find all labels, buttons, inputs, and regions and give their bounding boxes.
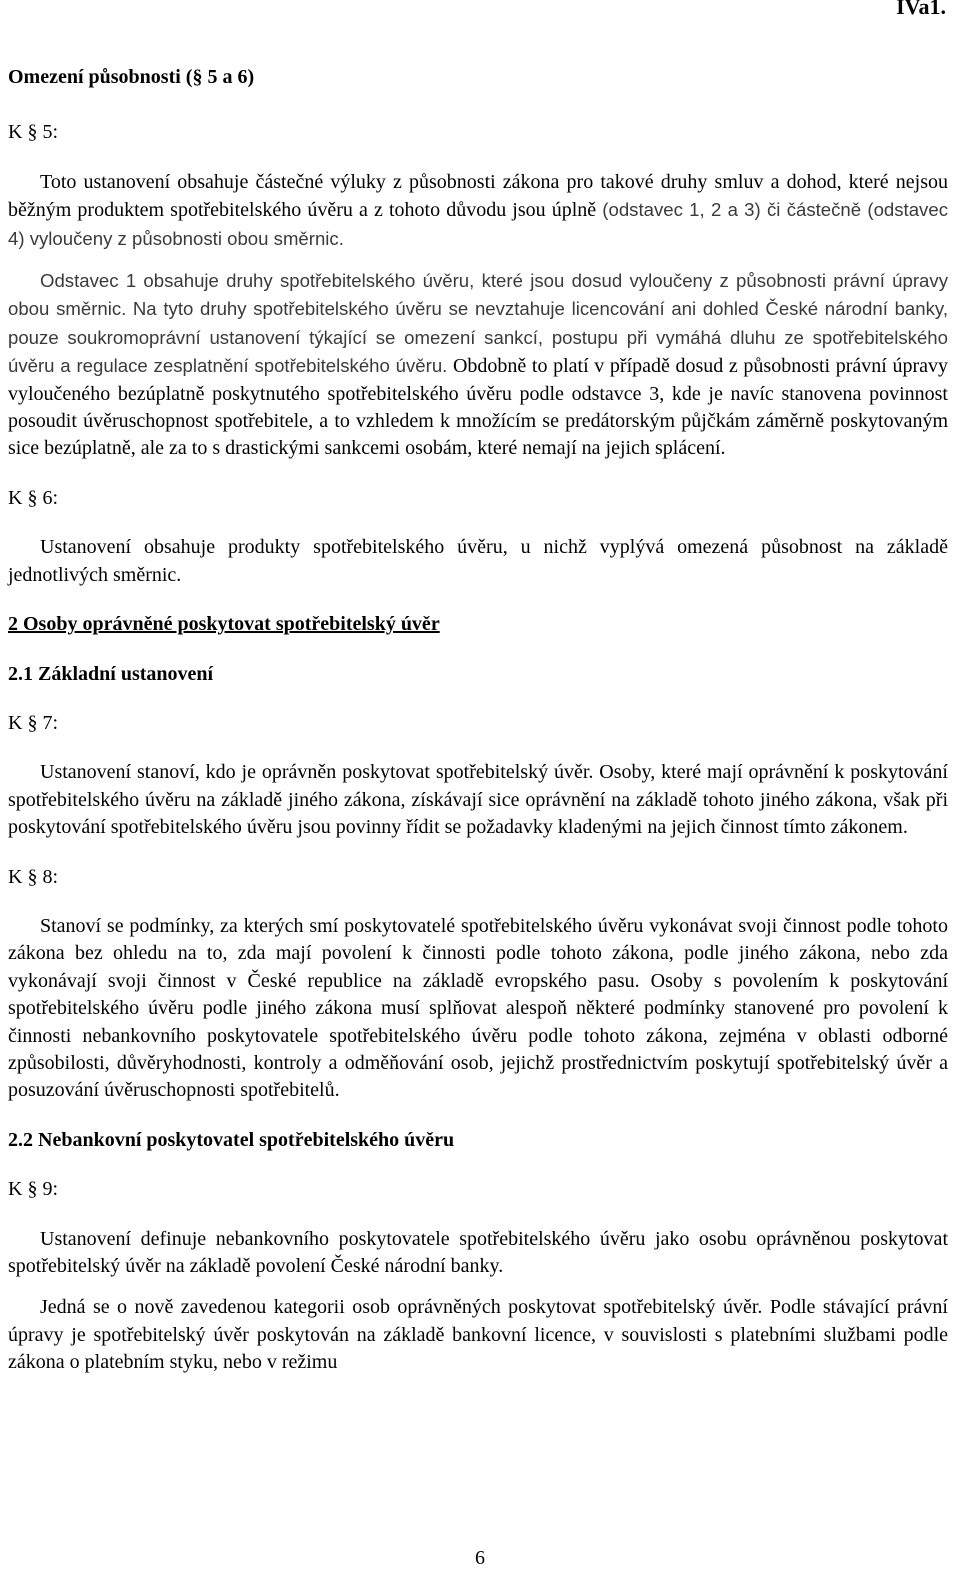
section-label-k8: K § 8: bbox=[8, 865, 58, 888]
paragraph-k5-2-tail: Obdobně to platí v případě dosud z působnosti právní úpravy vyloučeného bezúplatně poskytnutého spotřebitelského úvěru podle odstavce 3, kde je navíc stanovena povinnost posoudit úvěruschopnost spotřebitele, a to vzhledem k množícím se predátorským půjčkám záměrně poskytovaným sice bezúplatně, ale za to s drastickými sankcemi osobám, které nemají na jejich splácení. bbox=[8, 355, 949, 460]
section-label-k6: K § 6: bbox=[8, 486, 58, 509]
paragraph-k5-1-text: Toto ustanovení obsahuje částečné výluky z působnosti zákona pro takové druhy smluv a dohod, které nejsou běžným produktem spotřebitelského úvěru a z tohoto důvodu jsou úplně bbox=[8, 170, 948, 222]
heading-zakladni-ustanoveni: 2.1 Základní ustanovení bbox=[8, 662, 214, 685]
document-code: IVa1. bbox=[896, 0, 946, 19]
paragraph-k8-1: Stanoví se podmínky, za kterých smí poskytovatelé spotřebitelského úvěru vykonávat svoji činnost podle tohoto zákona bez ohledu na to, zda mají povolení k činnosti podle tohoto zákona, podle jiného zákona, nebo zda vykonávají svoji činnost v České republice na základě evropského pasu. Osoby s povolením k poskytování spotřebitelského úvěru podle jiného zákona musí splňovat alespoň některé podmínky stanovené pro povolení k činnosti nebankovního poskytovatele spotřebitelského úvěru podle tohoto zákona, zejména v oblasti odborné způsobilosti, důvěryhodnosti, kontroly a odměňování osob, jejichž prostřednictvím poskytují spotřebitelský úvěr a posuzování úvěruschopnosti spotřebitelů. bbox=[8, 914, 948, 1102]
paragraph-k6-1: Ustanovení obsahuje produkty spotřebitelského úvěru, u nichž vyplývá omezená působnost na základě jednotlivých směrnic. bbox=[8, 536, 948, 586]
section-label-k5: K § 5: bbox=[8, 121, 58, 144]
paragraph-k5-1 bbox=[8, 169, 948, 253]
paragraph-k5-2-lead: Odstavec 1 obsahuje druhy spotřebitelského úvěru, které jsou dosud vyloučeny z působnosti právní úpravy obou směrnic. bbox=[8, 270, 948, 320]
paragraph-k9-1: Ustanovení definuje nebankovního poskytovatele spotřebitelského úvěru jako osobu oprávněnou poskytovat spotřebitelský úvěr na základě povolení České národní banky. bbox=[8, 1227, 948, 1277]
paragraph-k5-1-tail: (odstavec 1, 2 a 3) či částečně (odstavec 4) vyloučeny z působnosti obou směrnic. bbox=[8, 199, 948, 249]
heading-omezeni-pusobnosti: Omezení působnosti (§ 5 a 6) bbox=[8, 66, 255, 88]
paragraph-k5-2 bbox=[8, 267, 948, 463]
paragraph-k7-1: Ustanovení stanoví, kdo je oprávněn poskytovat spotřebitelský úvěr. Osoby, které mají oprávnění k poskytování spotřebitelského úvěru na základě jiného zákona, získávají sice oprávnění na základě tohoto jiného zákona, však při poskytování spotřebitelského úvěru jsou povinny řídit se požadavky kladenými na jejich činnost tímto zákonem. bbox=[8, 761, 948, 839]
paragraph-k9-2: Jedná se o nově zavedenou kategorii osob oprávněných poskytovat spotřebitelský úvěr. Podle stávající právní úpravy je spotřebitelský úvěr poskytován na základě bankovní licence, v souvislosti s platebními službami podle zákona o platebním styku, nebo v režimu bbox=[8, 1296, 948, 1374]
heading-osoby-opravnene: 2 Osoby oprávněné poskytovat spotřebitelský úvěr bbox=[8, 613, 440, 636]
page-number: 6 bbox=[475, 1547, 485, 1569]
section-label-k7: K § 7: bbox=[8, 711, 58, 734]
section-label-k9: K § 9: bbox=[8, 1178, 58, 1201]
heading-nebankovni-poskytovatel: 2.2 Nebankovní poskytovatel spotřebitelského úvěru bbox=[8, 1128, 455, 1151]
document-body bbox=[8, 64, 948, 1377]
paragraph-k5-2-body: Na tyto druhy spotřebitelského úvěru se nevztahuje licencování ani dohled České národní banky, pouze soukromoprávní ustanovení týkající se omezení sankcí, postupu při vymáhá dluhu ze spotřebitelského úvěru a regulace zesplatnění spotřebitelského úvěru. bbox=[8, 298, 948, 377]
